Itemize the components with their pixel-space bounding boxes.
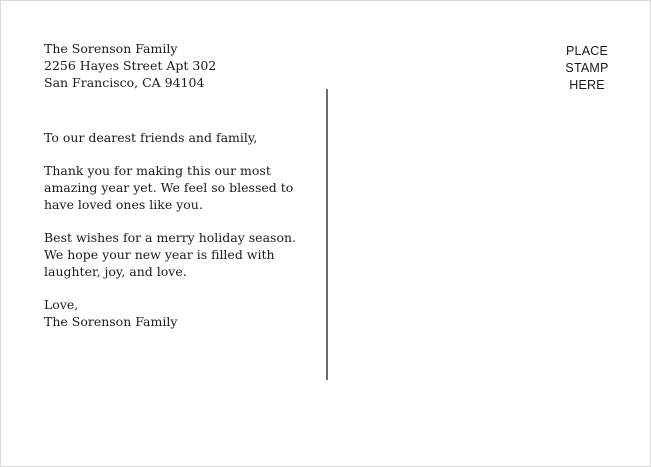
message-paragraph-1: Thank you for making this our most amazing year yet. We feel so blessed to have loved ones like you. — [44, 163, 294, 212]
sender-street: 2256 Hayes Street Apt 302 — [44, 58, 217, 73]
sender-name: The Sorenson Family — [44, 41, 178, 56]
stamp-text-line-2: STAMP — [565, 61, 609, 75]
message-paragraph-2: Best wishes for a merry holiday season. We hope your new year is filled with laughter, joy, and love. — [44, 230, 296, 279]
message-closing: Love, — [44, 297, 79, 312]
stamp-text-line-1: PLACE — [566, 44, 608, 58]
message-signature: The Sorenson Family — [44, 314, 178, 329]
message-greeting: To our dearest friends and family, — [44, 130, 258, 145]
message-body — [44, 129, 314, 330]
sender-city-state-zip: San Francisco, CA 94104 — [44, 75, 205, 90]
return-address — [44, 40, 216, 91]
center-divider — [326, 89, 328, 380]
stamp-placeholder — [549, 43, 625, 94]
stamp-text-line-3: HERE — [569, 78, 605, 92]
message-signoff — [44, 296, 314, 330]
